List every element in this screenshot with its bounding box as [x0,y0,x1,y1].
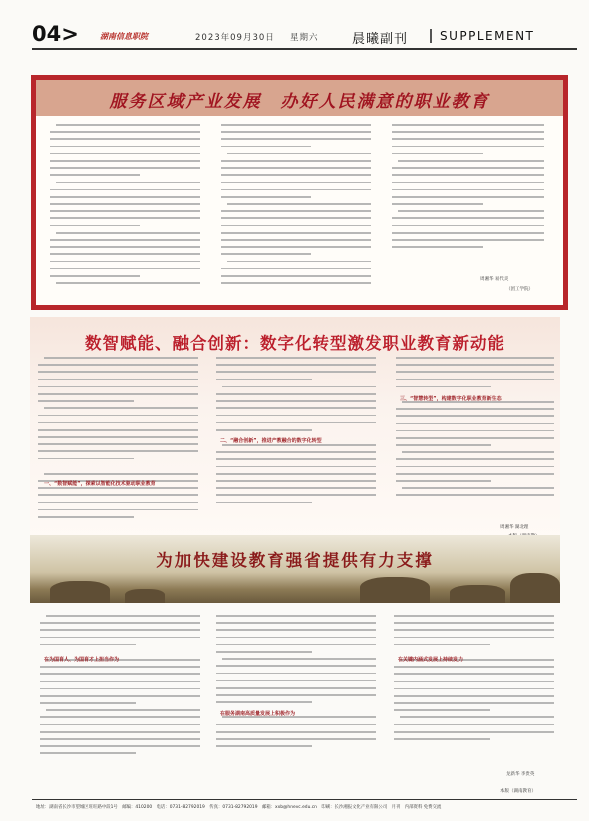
article-1-box [31,75,568,310]
article-2-subhead-1: 一、“数智赋能”，探索以智能化技术驱动职业教育 [44,481,156,487]
article-3-source: 本版（湖南教育） [500,789,536,794]
article-1-column-2 [221,124,371,296]
article-3-subhead-2: 在服务湖南高质量发展上积极作为 [220,711,296,717]
article-2-section [30,317,560,542]
article-2-column-1 [38,357,198,537]
issue-date: 2023年09月30日 [195,33,275,43]
article-2-subhead-2: 二、“融合创新”，推进产教融合的数字化转型 [220,438,322,444]
article-3-byline: 龙新华 李贵英 [506,772,535,777]
header-rule [32,48,577,50]
article-2-column-2 [216,357,376,537]
school-name: 湖南信息职院 [100,32,148,41]
article-2-column-3 [396,357,554,537]
header-separator [430,29,432,43]
article-3-column-3 [394,615,554,775]
article-1-title: 服务区域产业发展 办好人民满意的职业教育 [109,92,490,112]
page-number: 04> [32,22,79,46]
footer-rule [32,799,577,800]
article-2-byline: 周湘华 湖北理 [500,525,529,530]
article-1-byline: 周湘华 易代炎 [480,277,509,282]
article-1-source: （团工学院） [506,287,533,292]
page-footer: 地址：湖南省长沙市望城区旺旺路中段1号 邮编：410200 电话：0731-82792019 传真：0731-82792019 邮箱：xxb@hnevc.edu.cn 印刷：长沙湘报文化产业有限公司 月刊 内部资料 免费交流 [36,805,442,810]
article-2-title: 数智赋能、融合创新：数字化转型激发职业教育新动能 [85,334,505,353]
article-1-column-3 [392,124,544,296]
article-3-section [30,535,560,780]
supplement-label: SUPPLEMENT [440,29,535,43]
page-header [0,0,589,54]
article-3-subhead-1: 在为国育人、为国育才上担当作为 [44,657,120,663]
article-1-column-1 [50,124,200,296]
landscape-photo [30,535,560,603]
issue-weekday: 星期六 [290,33,319,43]
article-3-column-2 [216,615,376,775]
article-3-column-1 [40,615,200,775]
article-1-banner [36,80,563,116]
publication-name: 晨曦副刊 [352,32,409,47]
article-2-subhead-3: 三、“智慧转型”，构建数字化职业教育新生态 [400,396,502,402]
article-3-title: 为加快建设教育强省提供有力支撑 [156,551,434,570]
article-3-subhead-3: 在关键内涵式发展上持续发力 [398,657,464,663]
